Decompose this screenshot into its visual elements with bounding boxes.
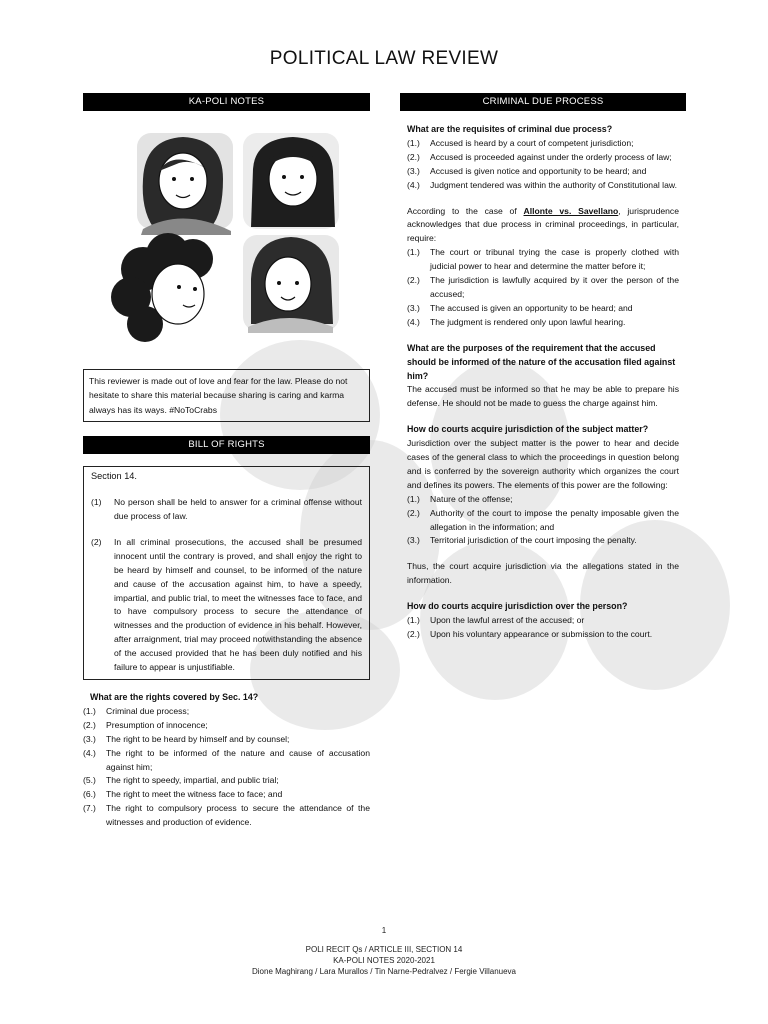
item-text: The right to be informed of the nature and cause of accusation against him; — [106, 747, 370, 772]
item-number: (2.) — [407, 629, 420, 639]
item-number: (1) — [91, 497, 102, 508]
list-item — [407, 628, 679, 642]
list-item — [407, 534, 679, 548]
item-text: Authority of the court to impose the penalty imposable given the allegation in the information; and — [430, 507, 679, 532]
section-14-box — [83, 466, 370, 680]
list-item — [83, 802, 370, 830]
bill-of-rights-header: BILL OF RIGHTS — [83, 436, 370, 454]
item-text: Presumption of innocence; — [106, 719, 208, 730]
criminal-due-process-header: CRIMINAL DUE PROCESS — [400, 93, 686, 111]
item-text: Judgment tendered was within the authority of Constitutional law. — [430, 179, 677, 190]
requisites-list — [407, 137, 679, 193]
item-text: The right to be heard by himself and by counsel; — [106, 733, 290, 744]
item-number: (3.) — [407, 535, 420, 546]
item-number: (3.) — [83, 733, 96, 744]
item-number: (2.) — [83, 719, 96, 730]
item-number: (2.) — [407, 507, 420, 518]
share-notice: This reviewer is made out of love and fear for the law. Please do not hesitate to share this material because sharing is caring and karma always has its ways. #NoToCrabs — [83, 369, 370, 422]
item-text: Nature of the offense; — [430, 493, 513, 504]
question-subject-matter: How do courts acquire jurisdiction of the subject matter? — [407, 424, 649, 435]
list-item — [407, 246, 679, 274]
case-paragraph — [407, 205, 679, 247]
person-jurisdiction-list — [407, 614, 679, 642]
question-purposes: What are the purposes of the requirement that the accused should be informed of the nature of the accusation filed against him? — [407, 342, 676, 381]
list-item — [407, 614, 679, 628]
item-text: No person shall be held to answer for a criminal offense without due process of law. — [114, 497, 362, 522]
item-number: (1.) — [407, 615, 420, 626]
item-number: (7.) — [83, 803, 96, 814]
list-item — [407, 274, 679, 302]
left-column — [83, 93, 370, 830]
footer-line-notes: KA-POLI NOTES 2020-2021 — [333, 956, 435, 965]
list-item — [91, 536, 362, 675]
item-number: (1.) — [407, 247, 420, 258]
item-text: Accused is proceeded against under the orderly process of law; — [430, 151, 672, 162]
item-text: Accused is given notice and opportunity to be heard; and — [430, 165, 647, 176]
right-content — [400, 123, 686, 642]
item-text: The jurisdiction is lawfully acquired by it over the person of the accused; — [430, 275, 679, 299]
list-item — [83, 774, 370, 788]
rights-question: What are the rights covered by Sec. 14? — [90, 692, 259, 702]
item-number: (4.) — [83, 747, 96, 758]
list-item — [407, 316, 679, 330]
portrait-illustration — [83, 119, 370, 361]
list-item — [407, 493, 679, 507]
subject-matter-conclusion: Thus, the court acquire jurisdiction via the allegations stated in the information. — [407, 561, 679, 586]
answer-subject-matter: Jurisdiction over the subject matter is the power to hear and decide cases of the general class to which the proceedings in question belong and is conferred by the sovereign authority which organizes the court and defines its powers. The elements of this power are the following: — [407, 438, 679, 490]
list-item — [407, 151, 679, 165]
ka-poli-notes-header: KA-POLI NOTES — [83, 93, 370, 111]
list-item — [83, 733, 370, 747]
item-text: The judgment is rendered only upon lawful hearing. — [430, 316, 626, 327]
item-text: Territorial jurisdiction of the court imposing the penalty. — [430, 535, 637, 546]
item-number: (3.) — [407, 165, 420, 176]
women-faces-drawing — [83, 119, 370, 361]
footer-line-topic: POLI RECIT Qs / ARTICLE III, SECTION 14 — [305, 945, 463, 954]
item-number: (6.) — [83, 789, 96, 800]
case-requirements-list — [407, 246, 679, 329]
item-text: The right to compulsory process to secure the attendance of the witnesses and production of evidence. — [106, 803, 370, 828]
footer-line-authors: Dione Maghirang / Lara Murallos / Tin Narne-Pedralvez / Fergie Villanueva — [252, 967, 516, 976]
item-text: The right to meet the witness face to face; and — [106, 789, 283, 800]
item-number: (2.) — [407, 275, 420, 286]
item-text: The accused is given an opportunity to be heard; and — [430, 302, 633, 313]
item-number: (2.) — [407, 151, 420, 162]
question-person: How do courts acquire jurisdiction over the person? — [407, 601, 628, 612]
page-number: 1 — [381, 926, 387, 935]
list-item — [83, 719, 370, 733]
item-text: Upon his voluntary appearance or submission to the court. — [430, 629, 653, 639]
item-number: (5.) — [83, 775, 96, 786]
item-text: Upon the lawful arrest of the accused; or — [430, 615, 585, 626]
item-number: (4.) — [407, 316, 420, 327]
case-outro: , jurisprudence acknowledges that due process in criminal proceedings, in particular, require: — [407, 205, 679, 244]
page-title: POLITICAL LAW REVIEW — [269, 48, 499, 69]
item-text: Criminal due process; — [106, 705, 190, 716]
list-item — [407, 137, 679, 151]
answer-purposes: The accused must be informed so that he may be able to prepare his defense. He should not be made to guess the charge against him. — [407, 384, 679, 409]
list-item — [83, 705, 370, 719]
item-text: In all criminal prosecutions, the accused shall be presumed innocent until the contrary is proved, and shall enjoy the right to be heard by himself and counsel, to be informed of the nature and cause of the accusation against him, to have a speedy, impartial, and public trial, to meet the witnesses face to face, and to have compulsory process to secure the attendance of witnesses and the production of evidence in his behalf. However, after arraignment, trial may proceed notwithstanding the absence of the accused provided that he has been duly notified and his failure to appear is unjustifiable. — [114, 536, 362, 673]
list-item — [407, 302, 679, 316]
item-number: (3.) — [407, 302, 420, 313]
item-text: The right to speedy, impartial, and public trial; — [106, 775, 279, 786]
item-text: Accused is heard by a court of competent jurisdiction; — [430, 137, 634, 148]
item-number: (4.) — [407, 179, 420, 190]
list-item — [83, 788, 370, 802]
item-number: (1.) — [407, 137, 420, 148]
case-name: Allonte vs. Savellano — [523, 205, 619, 216]
list-item — [407, 179, 679, 193]
section-title: Section 14. — [91, 471, 137, 482]
item-number: (2) — [91, 536, 102, 547]
rights-block — [83, 691, 370, 830]
list-item — [407, 507, 679, 535]
item-number: (1.) — [407, 493, 420, 504]
list-item — [83, 747, 370, 775]
question-requisites: What are the requisites of criminal due process? — [407, 124, 613, 134]
right-column — [400, 93, 686, 642]
rights-list — [83, 705, 370, 830]
case-intro: According to the case of — [407, 205, 524, 216]
list-item — [407, 165, 679, 179]
item-text: The court or tribunal trying the case is properly clothed with judicial power to hear and determine the matter before it; — [430, 247, 679, 272]
subject-matter-elements-list — [407, 493, 679, 549]
item-number: (1.) — [83, 705, 96, 716]
list-item — [91, 496, 362, 524]
